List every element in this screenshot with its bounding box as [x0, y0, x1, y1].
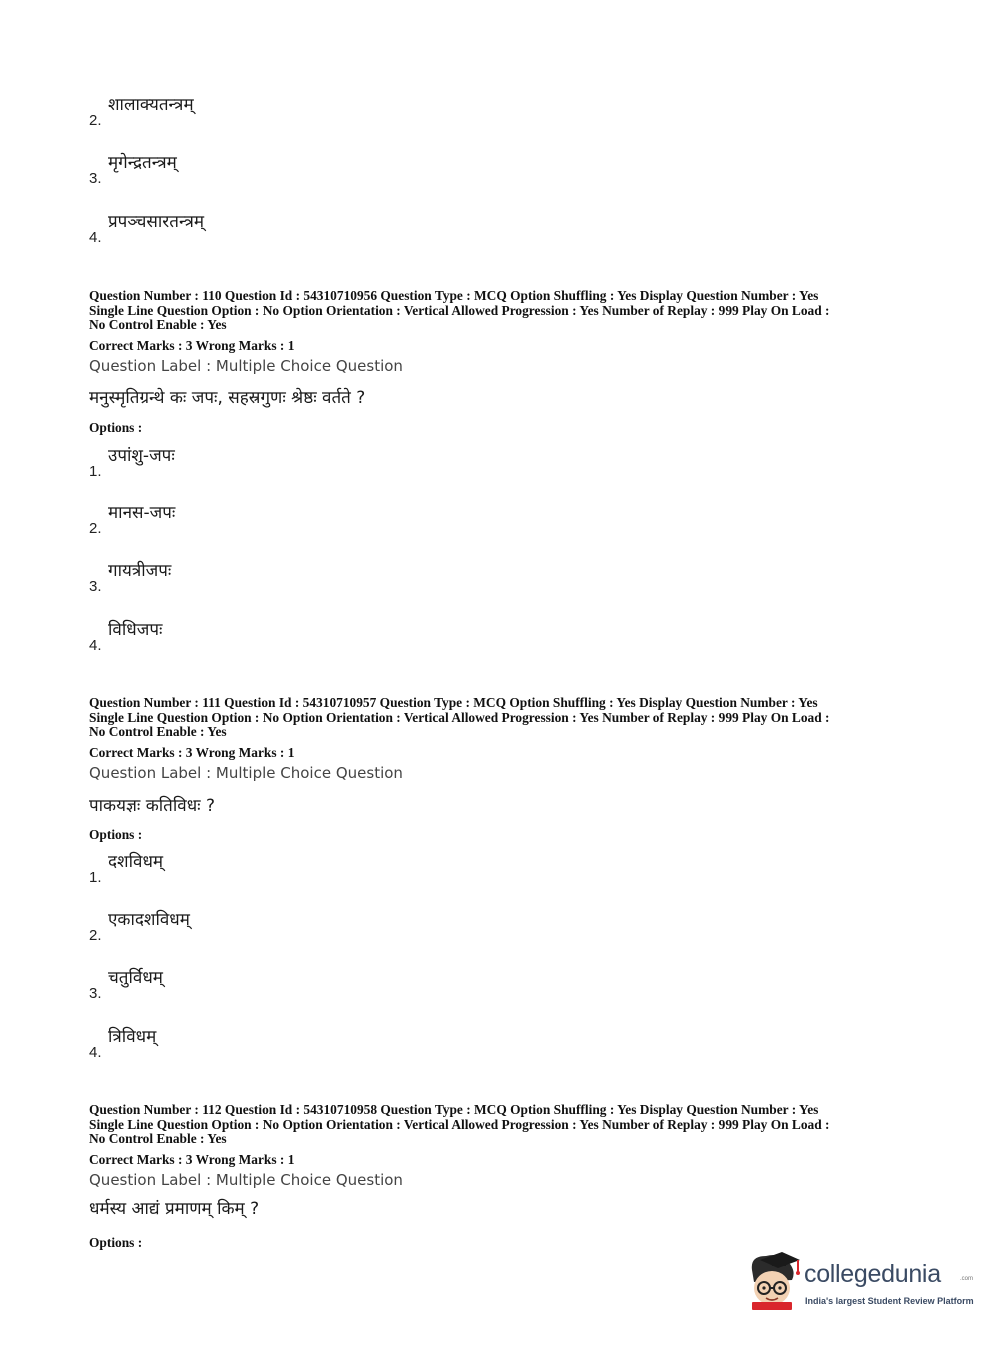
- option-number: 4.: [89, 637, 102, 654]
- meta-line: Question Number : 110 Question Id : 54310710956 Question Type : MCQ Option Shuffling : Yes Display Question Number : Yes: [89, 288, 819, 303]
- option-text: उपांशु-जपः: [108, 446, 175, 466]
- option-text: शालाक्यतन्त्रम्: [108, 95, 194, 115]
- meta-line: No Control Enable : Yes: [89, 724, 227, 739]
- option-text: विधिजपः: [108, 620, 163, 640]
- option-number: 4.: [89, 229, 102, 246]
- question-meta: [89, 1103, 919, 1147]
- option-text: मानस-जपः: [108, 503, 176, 523]
- option-number: 2.: [89, 520, 102, 537]
- question-text: पाकयज्ञः कतिविधः ?: [89, 796, 216, 816]
- option-number: 3.: [89, 578, 102, 595]
- marks-line: Correct Marks : 3 Wrong Marks : 1: [89, 338, 295, 353]
- question-label: Question Label : Multiple Choice Question: [89, 357, 403, 375]
- options-heading: Options :: [89, 420, 143, 435]
- option-text: एकादशविधम्: [108, 910, 190, 930]
- option-number: 3.: [89, 985, 102, 1002]
- meta-line: Question Number : 111 Question Id : 54310710957 Question Type : MCQ Option Shuffling : Yes Display Question Number : Yes: [89, 695, 818, 710]
- meta-line: No Control Enable : Yes: [89, 317, 227, 332]
- meta-line: Single Line Question Option : No Option Orientation : Vertical Allowed Progression : Yes Number of Replay : 999 Play On Load :: [89, 709, 830, 725]
- option-text: मृगेन्द्रतन्त्रम्: [108, 153, 177, 173]
- option-text: त्रिविधम्: [108, 1027, 157, 1047]
- option-number: 3.: [89, 170, 102, 187]
- meta-line: Question Number : 112 Question Id : 54310710958 Question Type : MCQ Option Shuffling : Yes Display Question Number : Yes: [89, 1102, 819, 1117]
- question-text: मनुस्मृतिग्रन्थे कः जपः, सहस्रगुणः श्रेष्ठः वर्तते ?: [89, 388, 366, 408]
- meta-line: No Control Enable : Yes: [89, 1131, 227, 1146]
- collegedunia-logo: [742, 1248, 972, 1318]
- option-number: 1.: [89, 463, 102, 480]
- brand-name: collegedunia: [804, 1260, 941, 1288]
- marks-line: Correct Marks : 3 Wrong Marks : 1: [89, 745, 295, 760]
- meta-line: Single Line Question Option : No Option Orientation : Vertical Allowed Progression : Yes Number of Replay : 999 Play On Load :: [89, 302, 830, 318]
- brand-tld: .com: [960, 1276, 974, 1282]
- question-meta: [89, 289, 919, 333]
- question-meta: [89, 696, 919, 740]
- option-text: चतुर्विधम्: [108, 968, 163, 988]
- question-text: धर्मस्य आद्यं प्रमाणम् किम् ?: [89, 1199, 260, 1219]
- mascot-icon: [742, 1250, 802, 1312]
- marks-line: Correct Marks : 3 Wrong Marks : 1: [89, 1152, 295, 1167]
- question-label: Question Label : Multiple Choice Question: [89, 764, 403, 782]
- option-number: 2.: [89, 112, 102, 129]
- option-text: प्रपञ्चसारतन्त्रम्: [108, 212, 205, 232]
- options-heading: Options :: [89, 1235, 143, 1250]
- meta-line: Single Line Question Option : No Option Orientation : Vertical Allowed Progression : Yes Number of Replay : 999 Play On Load :: [89, 1116, 830, 1132]
- option-number: 1.: [89, 869, 102, 886]
- option-text: गायत्रीजपः: [108, 561, 172, 581]
- option-number: 4.: [89, 1044, 102, 1061]
- question-label: Question Label : Multiple Choice Question: [89, 1171, 403, 1189]
- option-number: 2.: [89, 927, 102, 944]
- brand-tagline: India's largest Student Review Platform: [805, 1296, 974, 1306]
- option-text: दशविधम्: [108, 852, 164, 872]
- options-heading: Options :: [89, 827, 143, 842]
